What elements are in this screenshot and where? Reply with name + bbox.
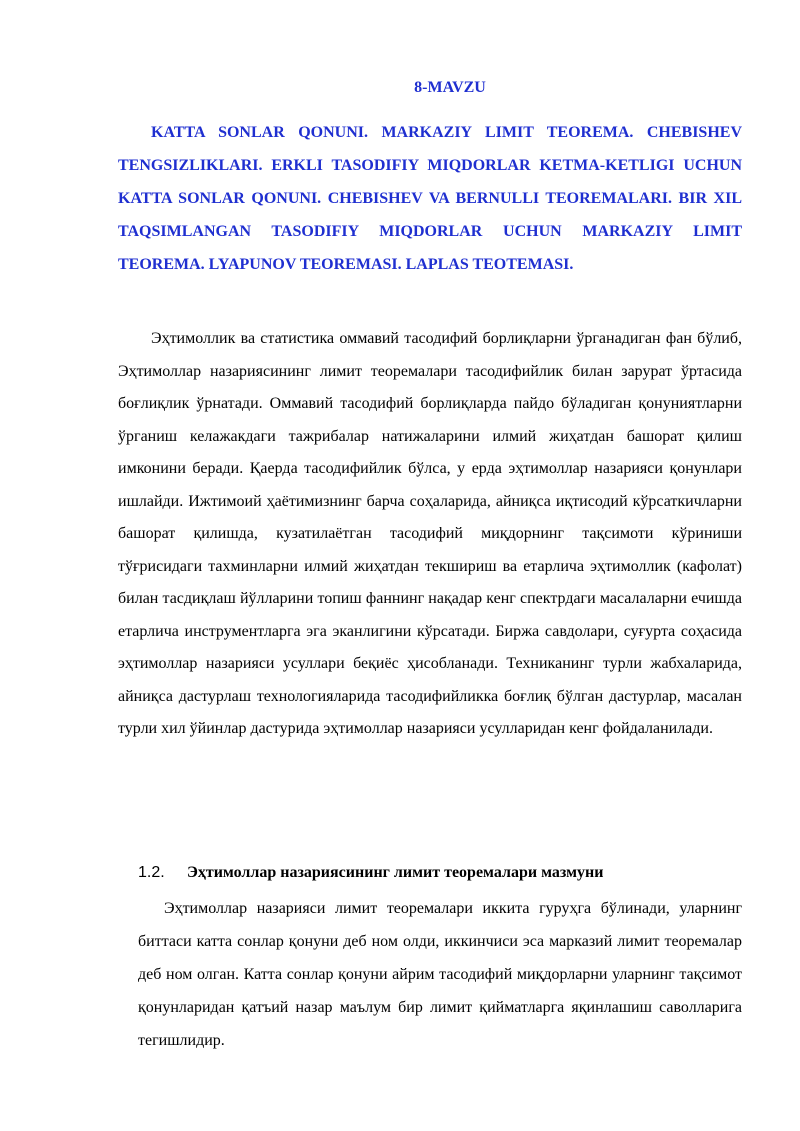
section-title: Эҳтимоллар назариясининг лимит теоремалари мазмуни <box>187 864 604 881</box>
section-paragraph: Эҳтимоллар назарияси лимит теоремалари иккита гуруҳга бўлинади, уларнинг биттаси катта сонлар қонуни деб ном олди, иккинчиси эса марказий лимит теоремалар деб ном олган. Катта сонлар қонуни айрим тасодифий миқдорларни уларнинг тақсимот қонунларидан қатъий назар маълум бир лимит қийматларга яқинлашиш саволларига тегишлидир. <box>138 900 742 1049</box>
intro-paragraph: Эҳтимоллик ва статистика оммавий тасодифий борлиқларни ўрганадиган фан бўлиб, Эҳтимоллар назариясининг лимит теоремалари тасодифийлик билан зарурат ўртасида боғлиқлик ўрнатади. Оммавий тасодифий борлиқларда пайдо бўладиган қонуниятларни ўрганиш келажакдаги тажрибалар натижаларини илмий жиҳатдан башорат қилиш имконини беради. Қаерда тасодифийлик бўлса, у ерда эҳтимоллар назарияси қонунлари ишлайди. Ижтимоий ҳаётимизнинг барча соҳаларида, айниқса иқтисодий кўрсаткичларни башорат қилишда, кузатилаётган тасодифий миқдорнинг тақсимоти кўриниши тўғрисидаги тахминларни илмий жиҳатдан текшириш ва етарлича эҳтимоллик (кафолат) билан тасдиқлаш йўлларини топиш фаннинг нақадар кенг спектрдаги масалаларни ечишда етарлича инструментларга эга эканлигини кўрсатади. Биржа савдолари, суғурта соҳасида эҳтимоллар назарияси усуллари беқиёс ҳисобланади. Техниканинг турли жабхаларида, айниқса дастурлаш технологияларида тасодифийликка боғлиқ бўлган дастурлар, масалан турли хил ўйинлар дастурида эҳтимоллар назарияси усулларидан кенг фойдаланилади. <box>118 330 742 737</box>
topic-number: 8-MAVZU <box>414 79 486 96</box>
topic-heading: KATTA SONLAR QONUNI. MARKAZIY LIMIT TEOREMA. CHEBISHEV TENGSIZLIKLARI. ERKLI TASODIFIY MIQDORLAR KETMA-KETLIGI UCHUN KATTA SONLAR QONUNI. CHEBISHEV VA BERNULLI TEOREMALARI. BIR XIL TAQSIMLANGAN TASODIFIY MIQDORLAR UCHUN MARKAZIY LIMIT TEOREMA. LYAPUNOV TEOREMASI. LAPLAS TEOTEMASI. <box>118 124 742 273</box>
section-number: 1.2. <box>138 864 165 881</box>
section-heading <box>138 857 742 889</box>
